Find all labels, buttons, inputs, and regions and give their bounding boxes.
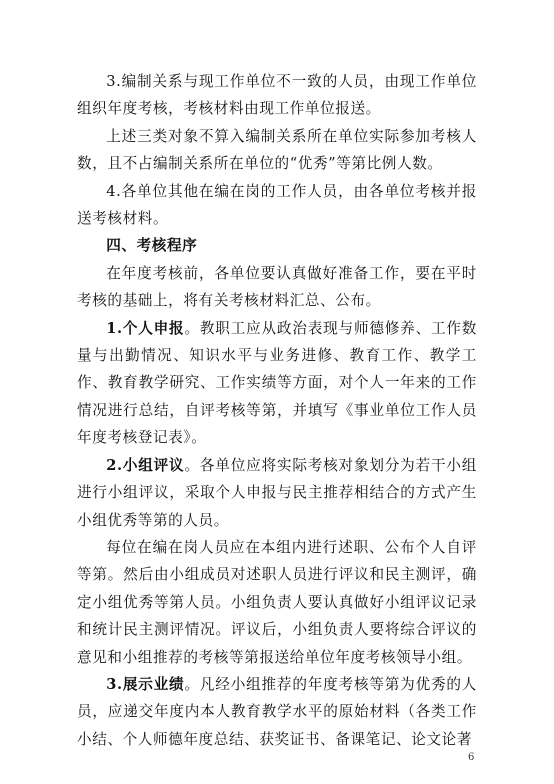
page-number: 6 bbox=[468, 752, 475, 763]
paragraph-text: 每位在编在岗人员应在本组内进行述职、公布个人自评等第。然后由小组成员对述职人员进行评议和民主测评，确定小组优秀等第人员。小组负责人要认真做好小组评议记录和统计民主测评情况。评议后，小组负责人要将综合评议的意见和小组推荐的考核等第报送给单位年度考核领导小组。 bbox=[77, 538, 477, 666]
step-title: 3.展示业绩 bbox=[106, 675, 185, 693]
paragraph-3-out-of-unit bbox=[77, 68, 477, 123]
paragraph-exclusion-note bbox=[77, 123, 477, 178]
paragraph-4-other-staff bbox=[77, 178, 477, 233]
paragraph-preparation bbox=[77, 260, 477, 315]
paragraph-group-review-detail bbox=[77, 534, 477, 671]
document-body bbox=[77, 68, 477, 753]
paragraph-text: 上述三类对象不算入编制关系所在单位实际参加考核人数，且不占编制关系所在单位的“优秀”等第比例人数。 bbox=[77, 127, 477, 173]
step-title: 1.个人申报 bbox=[106, 319, 185, 337]
step-title: 2.小组评议 bbox=[106, 456, 185, 474]
paragraph-text: 。各单位应将实际考核对象划分为若干小组进行小组评议，采取个人申报与民主推荐相结合的方式产生小组优秀等第的人员。 bbox=[77, 456, 477, 529]
paragraph-step-2 bbox=[77, 452, 477, 534]
paragraph-text: 。教职工应从政治表现与师德修养、工作数量与出勤情况、知识水平与业务进修、教育工作、教学工作、教育教学研究、工作实绩等方面，对个人一年来的工作情况进行总结，自评考核等第，并填写《事业单位工作人员年度考核登记表》。 bbox=[77, 319, 477, 447]
paragraph-text: 。凡经小组推荐的年度考核等第为优秀的人员，应递交年度内本人教育教学水平的原始材料（各类工作小结、个人师德年度总结、获奖证书、备课笔记、论文论著 bbox=[77, 675, 477, 748]
section-heading-procedure: 四、考核程序 bbox=[106, 237, 198, 255]
paragraph-text: 在年度考核前，各单位要认真做好准备工作，要在平时考核的基础上，将有关考核材料汇总、公布。 bbox=[77, 264, 477, 310]
paragraph-step-3 bbox=[77, 671, 477, 753]
paragraph-step-1 bbox=[77, 315, 477, 452]
paragraph-text: 3.编制关系与现工作单位不一致的人员，由现工作单位组织年度考核，考核材料由现工作单位报送。 bbox=[77, 73, 477, 118]
paragraph-text: 4.各单位其他在编在岗的工作人员，由各单位考核并报送考核材料。 bbox=[77, 182, 477, 228]
